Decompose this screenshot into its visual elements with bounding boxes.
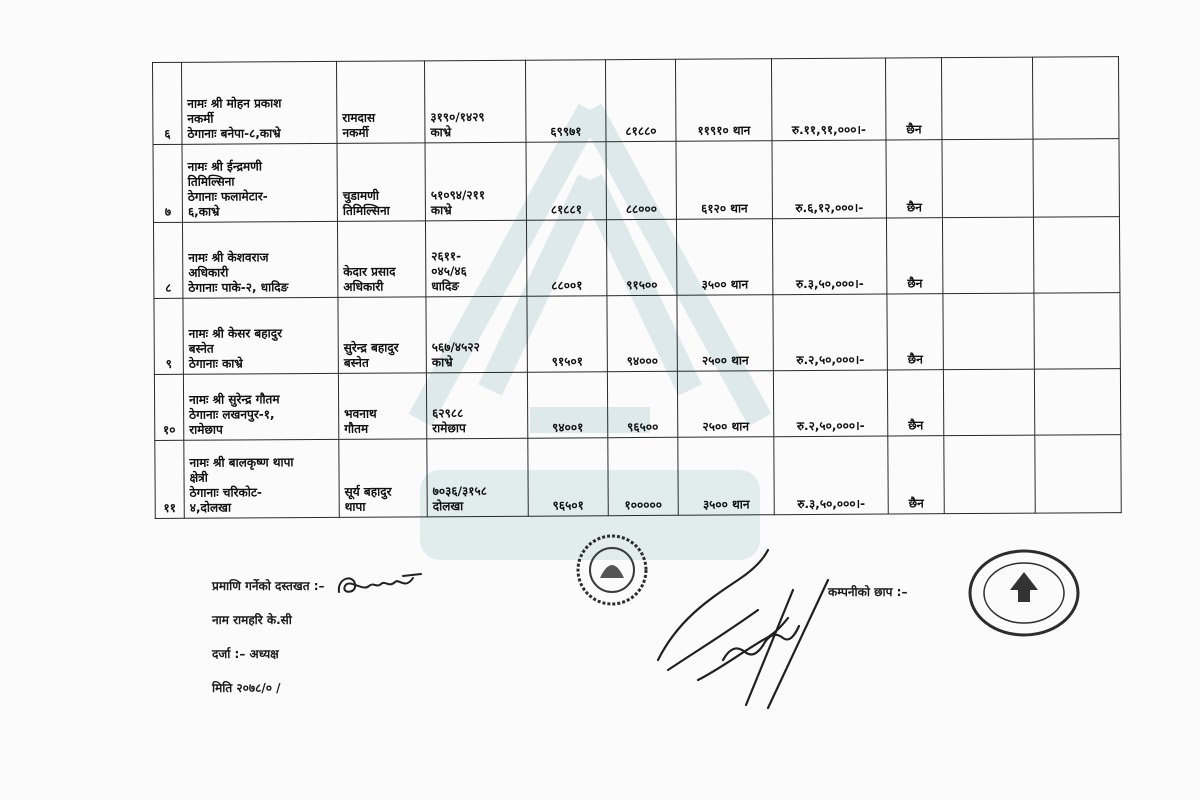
name-line: नामः श्री मोहन प्रकाश [187,96,282,111]
empty-cell [1033,217,1119,294]
guardian-line: अधिकारी [343,279,384,294]
share-count-cell [675,59,771,142]
share-number-from-cell [527,296,607,372]
status-cell [888,436,944,514]
guardian-line: गौतम [344,421,369,436]
name-line: ठेगानाः काभ्रे [188,356,243,371]
share-number-to-cell [607,371,677,437]
name-line: ६,काभ्रे [187,204,220,219]
share-count-cell [677,371,773,438]
guardian-line: चुडामणी [342,188,379,203]
guardian-line: नकर्मी [342,125,369,140]
guardian-line: सूर्य बहादुर [344,484,392,499]
company-stamp-label: कम्पनीको छाप :– [828,585,908,599]
name-line: ठेगानाः फलामेटार- [187,189,268,204]
status-cell [886,140,942,218]
amount-cell [771,58,885,141]
status-value: छैन [908,418,924,433]
name-line: बस्नेत [188,341,214,356]
shareholder-name-cell [182,61,337,144]
sn-value: ७ [164,204,172,219]
table-row [153,139,1119,223]
serial-number-cell [153,222,182,298]
empty-cell [943,293,1034,370]
share-number-from-cell [528,438,608,516]
guardian-line: तिमिल्सिना [342,203,390,218]
sn-value: ९ [165,356,173,371]
shares-value: २५०० थान [702,419,750,434]
shares-value: २५०० थान [701,353,749,368]
shares-value: ३५०० थान [701,277,749,292]
empty-cell [1033,139,1119,218]
citizenship-cell [425,220,526,297]
empty-cell [942,139,1033,218]
share-number-from-cell [527,372,607,438]
sn-value: ६ [164,126,171,141]
status-cell [887,294,943,370]
empty-cell [1034,293,1120,370]
sn-value: ११ [163,500,177,515]
certifier-name: नाम रामहरि के.सी [212,612,292,627]
name-line: नामः श्री केशवराज [188,250,269,265]
citizenship-line: ६२९८८ [432,406,464,421]
name-line: नामः श्री बालकृष्ण थापा [189,455,294,470]
table-row [154,369,1120,441]
num1-value: ८१८८१ [550,202,583,217]
amount-value: रु.३,५०,०००।- [795,276,864,292]
guardian-name-cell [339,439,427,518]
guardian-name-cell [337,143,425,222]
serial-number-cell [153,144,182,222]
name-line: ४,दोलखा [189,500,232,515]
num1-value: ९६५०१ [552,498,584,513]
status-value: छैन [908,496,924,511]
citizenship-line: काभ्रे [431,355,453,370]
empty-cell [943,369,1034,436]
shareholder-name-cell [182,221,337,298]
share-number-from-cell [525,60,605,142]
guardian-line: भवनाथ [344,406,377,421]
share-count-cell [676,219,772,296]
table-row [153,57,1119,145]
empty-cell [1034,369,1120,436]
status-cell [885,58,941,140]
name-line: ठेगानाः बनेपा-८,काभ्रे [187,126,281,141]
citizenship-line: काभ्रे [430,125,452,140]
num1-value: ९४००१ [552,420,584,435]
amount-cell [772,140,886,219]
share-number-from-cell [526,220,606,296]
name-line: अधिकारी [188,265,229,280]
shares-value: ६१२० थान [701,201,748,216]
handwritten-initials-icon [628,540,858,710]
citizenship-line: काभ्रे [430,203,452,218]
citizenship-line: ७०३६/३१५८ [432,483,487,499]
share-number-to-cell [606,219,676,295]
company-seal-stamp-icon [966,548,1082,638]
status-value: छैन [906,122,922,137]
share-number-from-cell [526,142,606,220]
serial-number-cell [154,374,183,440]
guardian-line: रामदास [342,110,376,125]
guardian-name-cell [336,61,424,144]
guardian-line: केदार प्रसाद [343,264,396,279]
empty-cell [1032,57,1118,140]
num2-value: ९६५०० [627,419,659,435]
certifier-designation: दर्जा :– अध्यक्ष [212,646,279,661]
num2-value: ९४००० [626,353,658,369]
signature-line [212,568,429,602]
name-line: तिमिल्सिना [187,174,235,189]
empty-cell [944,435,1035,514]
name-line: नामः श्री ईन्द्रमणी [187,159,262,174]
num2-value: १००००० [624,497,662,513]
num1-value: ९१५०१ [551,354,583,369]
guardian-line: थापा [344,499,366,514]
num2-value: ९१५०० [626,277,658,293]
name-line: ठेगानाः पाके-२, धादिङ [188,280,289,295]
amount-cell [773,370,887,437]
empty-cell [1035,435,1121,514]
citizenship-line: धादिङ [431,279,460,294]
num1-value: ८८००१ [551,278,583,293]
name-line: रामेछाप [189,422,223,437]
status-value: छैन [907,276,923,291]
citizenship-cell [425,142,526,221]
shareholder-name-cell [184,439,339,518]
amount-cell [772,218,886,295]
citizenship-cell [424,60,525,143]
share-number-to-cell [605,59,675,141]
amount-value: रु.११,९१,०००।- [791,122,867,138]
name-line: क्षेत्री [189,470,208,485]
amount-cell [773,294,887,371]
guardian-line: बस्नेत [343,355,369,370]
share-number-to-cell [607,295,677,371]
num1-value: ६९९७१ [550,124,582,139]
signature-icon [333,568,429,602]
citizenship-cell [427,438,528,517]
num2-value: ८८००० [625,201,658,217]
sn-value: ८ [165,280,172,295]
sn-value: १० [162,422,176,437]
serial-number-cell [153,62,183,144]
citizenship-line: दोलखा [432,499,464,514]
amount-value: रु.६,१२,०००।- [795,200,864,216]
share-number-to-cell [606,141,676,219]
table-row [155,435,1121,519]
amount-value: रु.२,५०,०००।- [796,418,865,434]
citizenship-cell [426,296,527,373]
table-row [154,293,1120,375]
citizenship-line: ३१९०/१४२९ [430,109,485,125]
status-cell [886,218,942,294]
shareholder-name-cell [183,373,338,440]
shareholder-table [152,56,1122,519]
certification-block [212,568,429,704]
share-count-cell [677,295,773,372]
amount-value: रु.२,५०,०००।- [796,352,865,368]
table-row [153,217,1119,299]
citizenship-line: ०४५/४६ [431,264,467,279]
guardian-name-cell [337,221,425,298]
num2-value: ८१८८० [625,123,657,139]
shareholder-name-cell [182,143,337,222]
name-line: ठेगानाः लखनपुर-१, [189,407,275,422]
status-value: छैन [906,200,922,215]
citizenship-line: ५६७/४५२२ [431,340,480,355]
citizenship-line: ५१०९४/२११ [430,187,486,203]
guardian-line: सुरेन्द्र बहादुर [343,340,399,355]
guardian-name-cell [338,373,426,440]
share-number-to-cell [608,437,678,515]
citizenship-line: २६११- [431,249,462,264]
citizenship-line: रामेछाप [432,421,466,436]
share-count-cell [676,141,772,220]
shareholder-name-cell [183,297,338,374]
empty-cell [941,57,1032,140]
amount-value: रु.३,५०,०००।- [797,496,866,512]
signature-label: प्रमाणि गर्नेको दस्तखत :– [212,578,325,593]
citizenship-cell [426,372,527,439]
status-value: छैन [907,352,923,367]
shares-value: ३५०० थान [702,497,750,512]
name-line: ठेगानाः चरिकोट- [189,485,262,500]
amount-cell [774,436,888,515]
serial-number-cell [155,440,184,518]
name-line: नकर्मी [187,111,214,126]
guardian-name-cell [338,297,426,374]
name-line: नामः श्री सुरेन्द्र गौतम [189,392,280,407]
empty-cell [942,217,1033,294]
serial-number-cell [154,298,183,374]
share-count-cell [678,437,774,516]
status-cell [887,370,943,436]
shares-value: ११९१० थान [697,123,751,138]
certification-date: मिति २०७८/० / [212,680,281,695]
name-line: नामः श्री केसर बहादुर [188,326,283,341]
